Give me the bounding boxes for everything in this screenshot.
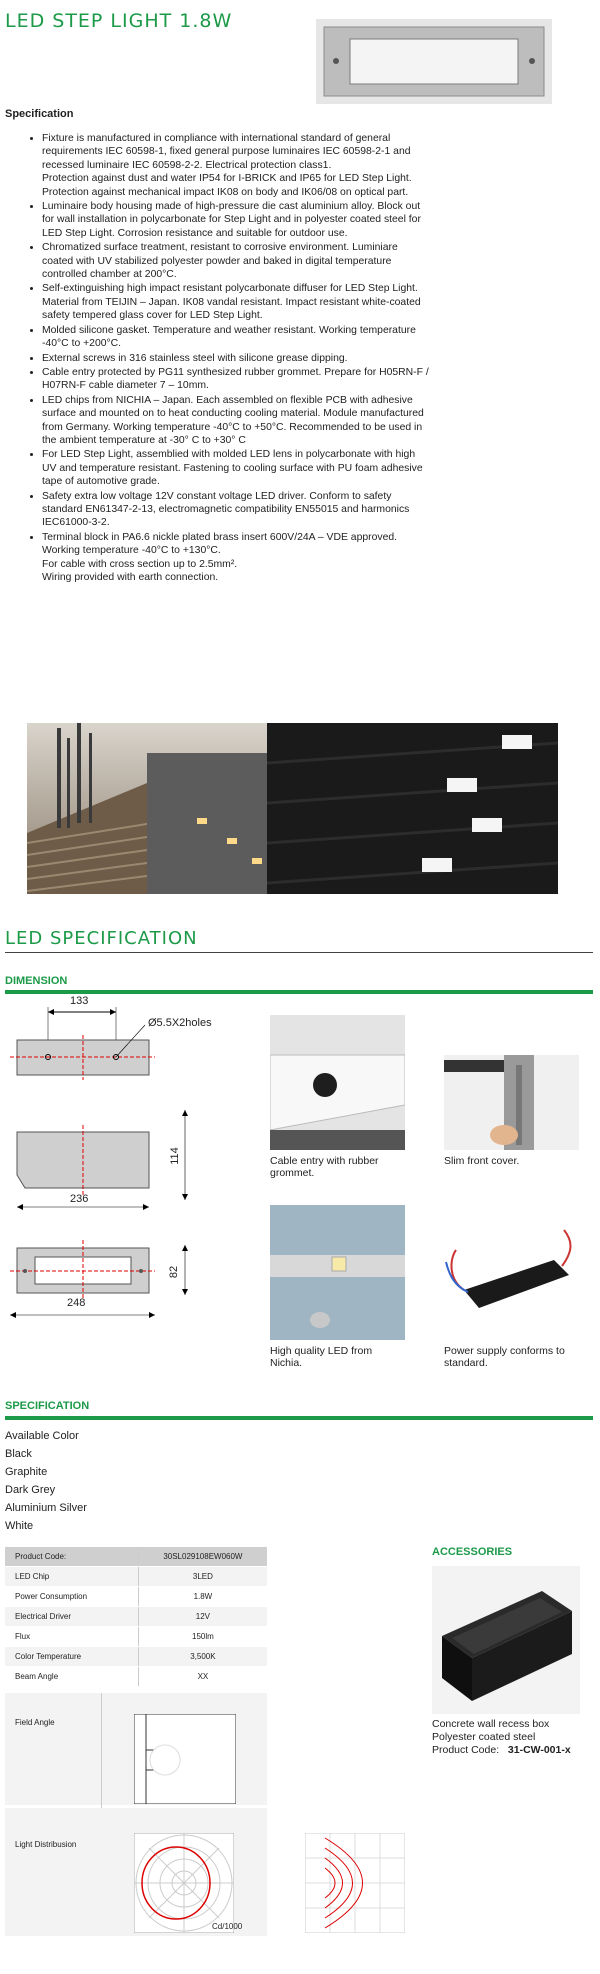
specification-list [26, 132, 430, 585]
power-supply-photo [444, 1220, 579, 1340]
dim-133: 133 [70, 995, 89, 1007]
dim-82: 82 [168, 1265, 181, 1279]
dimension-drawing [5, 995, 265, 1335]
slim-cover-photo [444, 1055, 579, 1150]
dim-holes: Ø5.5X2holes [148, 1017, 212, 1029]
spec-item: • Terminal block in PA6.6 nickle plated brass insert 600V/24A – VDE approved. Working temperature -40°C to +130°C. For cable with cross section up to 2.5mm². Wiring provided with earth connection. [42, 531, 430, 585]
divider [5, 952, 593, 953]
cd-label: Cd/1000 [212, 1922, 243, 1931]
accessories-text: Concrete wall recess box Polyester coated steel Product Code: 31-CW-001-x [432, 1718, 571, 1756]
installation-photo [27, 723, 558, 894]
spec-item: • Luminaire body housing made of high-pressure die cast aluminium alloy. Block out for wall installation in polycarbonate for Step Light and in polyester coated steel for LED Step Light. Corrosion resistance and suitable for outdoor use. [42, 200, 430, 240]
led-chip-photo [270, 1205, 405, 1340]
color-item: Black [5, 1448, 32, 1460]
color-item: Graphite [5, 1466, 48, 1478]
divider [5, 990, 593, 994]
spec-item: • Safety extra low voltage 12V constant voltage LED driver. Conform to safety standard EN61347-2-13, electromagnetic compatibility EN55015 and harmonics IEC61000-3-2. [42, 490, 430, 530]
spec-item: • For LED Step Light, assemblied with molded LED lens in polycarbonate with high UV and temperature resistant. Fastening to cooling surface with PU foam adhesive tape of automotive grade. [42, 448, 430, 488]
dim-248: 248 [67, 1297, 86, 1309]
distribution-curve [305, 1833, 405, 1933]
table-row: Power Consumption 1.8W [5, 1587, 267, 1607]
spec-item: • LED chips from NICHIA – Japan. Each assembled on flexible PCB with adhesive surface and mounted on to heat conducting cooling material. Module manufactured from Germany. Working temperature -40°C to +50°C. Recommended to be used in the ambient temperature at -30° C to +30° C [42, 394, 430, 448]
caption-power: Power supply conforms to standard. [444, 1345, 565, 1369]
table-row: Product Code: 30SL029108EW060W [5, 1547, 267, 1567]
light-distribution-label: Light Distribusion [15, 1840, 77, 1849]
field-angle-diagram [134, 1714, 236, 1804]
table-row: LED Chip 3LED [5, 1567, 267, 1587]
spec-item: • Molded silicone gasket. Temperature and weather resistant. Working temperature -40°C to +200°C. [42, 324, 430, 351]
dim-114: 114 [168, 1147, 181, 1165]
product-table [5, 1547, 267, 1687]
spec-item: • Chromatized surface treatment, resistant to corrosive environment. Luminiare coated with UV stabilized polyester powder and baked in digital temperature controlled chamber at 200°C. [42, 241, 430, 281]
accessories-heading: ACCESSORIES [432, 1546, 513, 1558]
product-image [316, 19, 552, 104]
table-row: Flux 150lm [5, 1627, 267, 1647]
color-item: White [5, 1520, 34, 1532]
dimension-heading: DIMENSION [5, 975, 68, 987]
dim-236: 236 [70, 1193, 89, 1205]
color-item: Dark Grey [5, 1484, 56, 1496]
color-item: Aluminium Silver [5, 1502, 87, 1514]
spec-item: • Cable entry protected by PG11 synthesized rubber grommet. Prepare for H05RN-F / H07RN-F cable diameter 7 – 10mm. [42, 366, 430, 393]
divider [5, 1416, 593, 1420]
spec-heading: SPECIFICATION [5, 1400, 90, 1412]
field-angle-label: Field Angle [15, 1718, 55, 1727]
caption-slim: Slim front cover. [444, 1155, 520, 1167]
cable-entry-photo [270, 1015, 405, 1150]
available-colors [5, 1427, 87, 1535]
polar-diagram [134, 1833, 234, 1933]
recess-box-photo [432, 1566, 580, 1714]
table-row: Beam Angle XX [5, 1667, 267, 1687]
caption-cable: Cable entry with rubber grommet. [270, 1155, 379, 1179]
page-title: LED STEP LIGHT 1.8W [5, 10, 233, 32]
table-row: Color Temperature 3,500K [5, 1647, 267, 1667]
spec-item: • Self-extinguishing high impact resistant polycarbonate diffuser for LED Step Light. Material from TEIJIN – Japan. IK08 vandal resistant. Impact resistant white-coated safety tempered glass cover for LED Step Light. [42, 282, 430, 322]
caption-led: High quality LED from Nichia. [270, 1345, 373, 1369]
led-specification-title: LED SPECIFICATION [5, 928, 198, 949]
spec-item: • Fixture is manufactured in compliance with international standard of general requirements IEC 60598-1, fixed general purpose luminaires IEC 60598-2-1 and recessed luminaire IEC 60598-2-2. Electrical protection class1. Protection against dust and water IP54 for I-BRICK and IP65 for LED Step Light. Protection against mechanical impact IK08 on body and IK06/08 on optical part. [42, 132, 430, 199]
table-row: Electrical Driver 12V [5, 1607, 267, 1627]
colors-label: Available Color [5, 1430, 79, 1442]
specification-heading: Specification [5, 108, 74, 120]
spec-item: • External screws in 316 stainless steel with silicone grease dipping. [42, 352, 430, 365]
